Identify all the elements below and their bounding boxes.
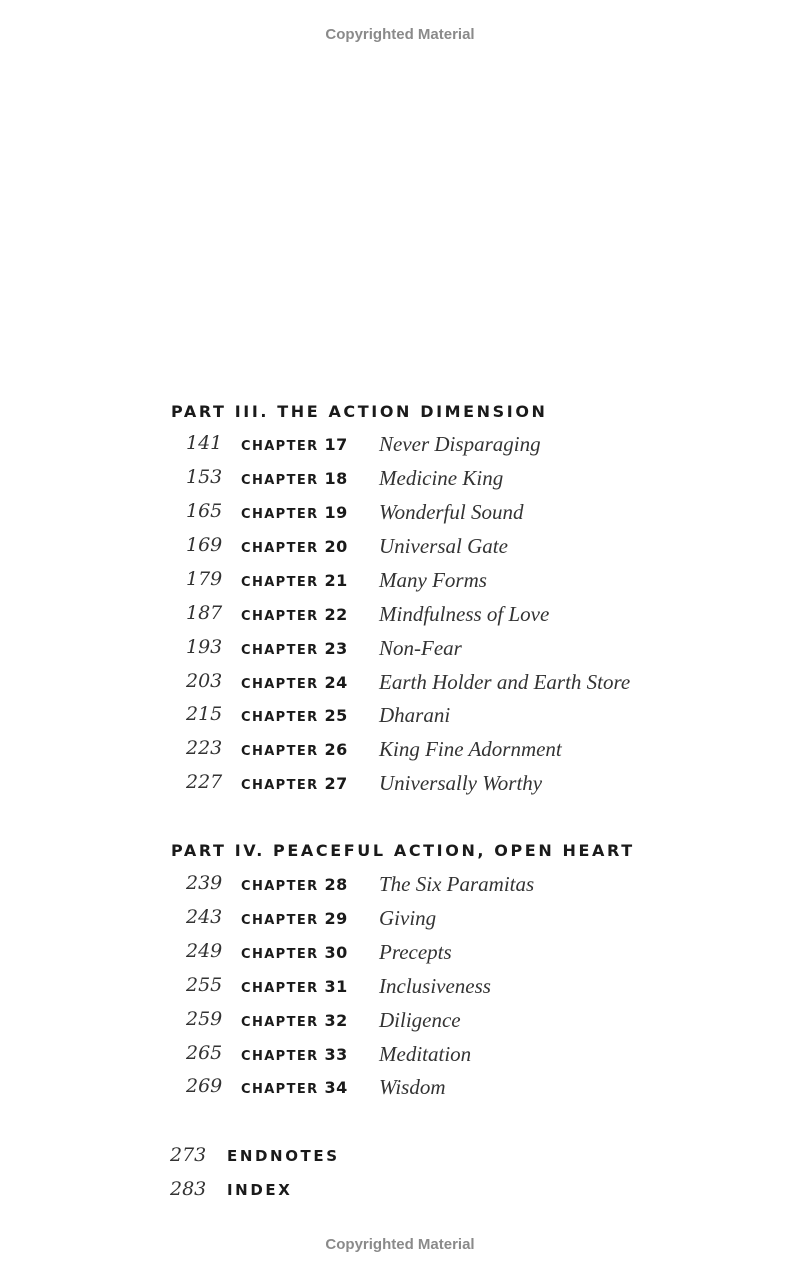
chapter-label: CHAPTER 18 — [241, 469, 348, 488]
part-4-heading: PART IV. PEACEFUL ACTION, OPEN HEART — [171, 841, 635, 860]
toc-entry-chapter-32[interactable] — [0, 1008, 800, 1038]
chapter-label: CHAPTER 27 — [241, 774, 348, 793]
toc-entry-chapter-30[interactable] — [0, 940, 800, 970]
chapter-label: CHAPTER 23 — [241, 639, 348, 658]
chapter-label: CHAPTER 22 — [241, 605, 348, 624]
toc-entry-chapter-27[interactable] — [0, 771, 800, 801]
toc-entry-chapter-31[interactable] — [0, 974, 800, 1004]
chapter-title: Mindfulness of Love — [379, 602, 550, 626]
toc-entry-chapter-22[interactable] — [0, 602, 800, 632]
toc-page-number: 141 — [186, 432, 223, 454]
copyright-watermark-bottom: Copyrighted Material — [325, 1236, 475, 1253]
toc-page-number: 265 — [186, 1042, 223, 1064]
chapter-label: CHAPTER 21 — [241, 571, 348, 590]
toc-entry-chapter-23[interactable] — [0, 636, 800, 666]
chapter-label: CHAPTER 19 — [241, 503, 348, 522]
toc-page-number: 203 — [186, 670, 223, 692]
toc-page-number: 165 — [186, 500, 223, 522]
chapter-title: Many Forms — [379, 568, 487, 592]
chapter-label: CHAPTER 29 — [241, 909, 348, 928]
chapter-title: Diligence — [379, 1008, 461, 1032]
toc-entry-chapter-28[interactable] — [0, 872, 800, 902]
toc-page-number: 283 — [170, 1178, 207, 1200]
toc-page-number: 193 — [186, 636, 223, 658]
toc-page-number: 239 — [186, 872, 223, 894]
toc-page-number: 153 — [186, 466, 223, 488]
chapter-title: Medicine King — [379, 466, 504, 490]
chapter-title: Wisdom — [379, 1075, 446, 1099]
chapter-title: Never Disparaging — [379, 432, 541, 456]
index-label: INDEX — [227, 1181, 293, 1199]
chapter-label: CHAPTER 31 — [241, 977, 348, 996]
chapter-label: CHAPTER 28 — [241, 875, 348, 894]
chapter-label: CHAPTER 17 — [241, 435, 348, 454]
toc-entry-chapter-18[interactable] — [0, 466, 800, 496]
toc-page-number: 273 — [170, 1144, 207, 1166]
toc-page-number: 269 — [186, 1075, 223, 1097]
chapter-title: Universal Gate — [379, 534, 508, 558]
chapter-title: The Six Paramitas — [379, 872, 535, 896]
toc-entry-chapter-25[interactable] — [0, 703, 800, 733]
toc-page-number: 243 — [186, 906, 223, 928]
chapter-label: CHAPTER 20 — [241, 537, 348, 556]
toc-page-number: 187 — [186, 602, 223, 624]
toc-page-number: 227 — [186, 771, 223, 793]
chapter-title: Universally Worthy — [379, 771, 543, 795]
toc-page-number: 215 — [186, 703, 223, 725]
toc-page-number: 223 — [186, 737, 223, 759]
toc-entry-chapter-21[interactable] — [0, 568, 800, 598]
chapter-label: CHAPTER 25 — [241, 706, 348, 725]
toc-entry-endnotes[interactable] — [0, 1144, 800, 1174]
toc-page-number: 169 — [186, 534, 223, 556]
chapter-title: Meditation — [379, 1042, 472, 1066]
chapter-label: CHAPTER 26 — [241, 740, 348, 759]
toc-entry-index[interactable] — [0, 1178, 800, 1208]
toc-page-number: 249 — [186, 940, 223, 962]
chapter-title: Precepts — [379, 940, 452, 964]
chapter-label: CHAPTER 30 — [241, 943, 348, 962]
toc-entry-chapter-20[interactable] — [0, 534, 800, 564]
toc-entry-chapter-19[interactable] — [0, 500, 800, 530]
chapter-label: CHAPTER 33 — [241, 1045, 348, 1064]
endnotes-label: ENDNOTES — [227, 1147, 340, 1165]
chapter-title: King Fine Adornment — [379, 737, 562, 761]
toc-entry-chapter-29[interactable] — [0, 906, 800, 936]
toc-entry-chapter-33[interactable] — [0, 1042, 800, 1072]
chapter-title: Non-Fear — [379, 636, 462, 660]
toc-page-number: 259 — [186, 1008, 223, 1030]
toc-page-number: 255 — [186, 974, 223, 996]
chapter-label: CHAPTER 34 — [241, 1078, 348, 1097]
chapter-title: Wonderful Sound — [379, 500, 524, 524]
toc-entry-chapter-17[interactable] — [0, 432, 800, 462]
chapter-label: CHAPTER 24 — [241, 673, 348, 692]
chapter-title: Inclusiveness — [379, 974, 491, 998]
chapter-label: CHAPTER 32 — [241, 1011, 348, 1030]
toc-page-number: 179 — [186, 568, 223, 590]
chapter-title: Earth Holder and Earth Store — [379, 670, 631, 694]
toc-entry-chapter-24[interactable] — [0, 670, 800, 700]
chapter-title: Giving — [379, 906, 437, 930]
copyright-watermark-top: Copyrighted Material — [325, 26, 475, 43]
toc-entry-chapter-26[interactable] — [0, 737, 800, 767]
part-3-heading: PART III. THE ACTION DIMENSION — [171, 402, 548, 421]
toc-entry-chapter-34[interactable] — [0, 1075, 800, 1105]
chapter-title: Dharani — [379, 703, 451, 727]
